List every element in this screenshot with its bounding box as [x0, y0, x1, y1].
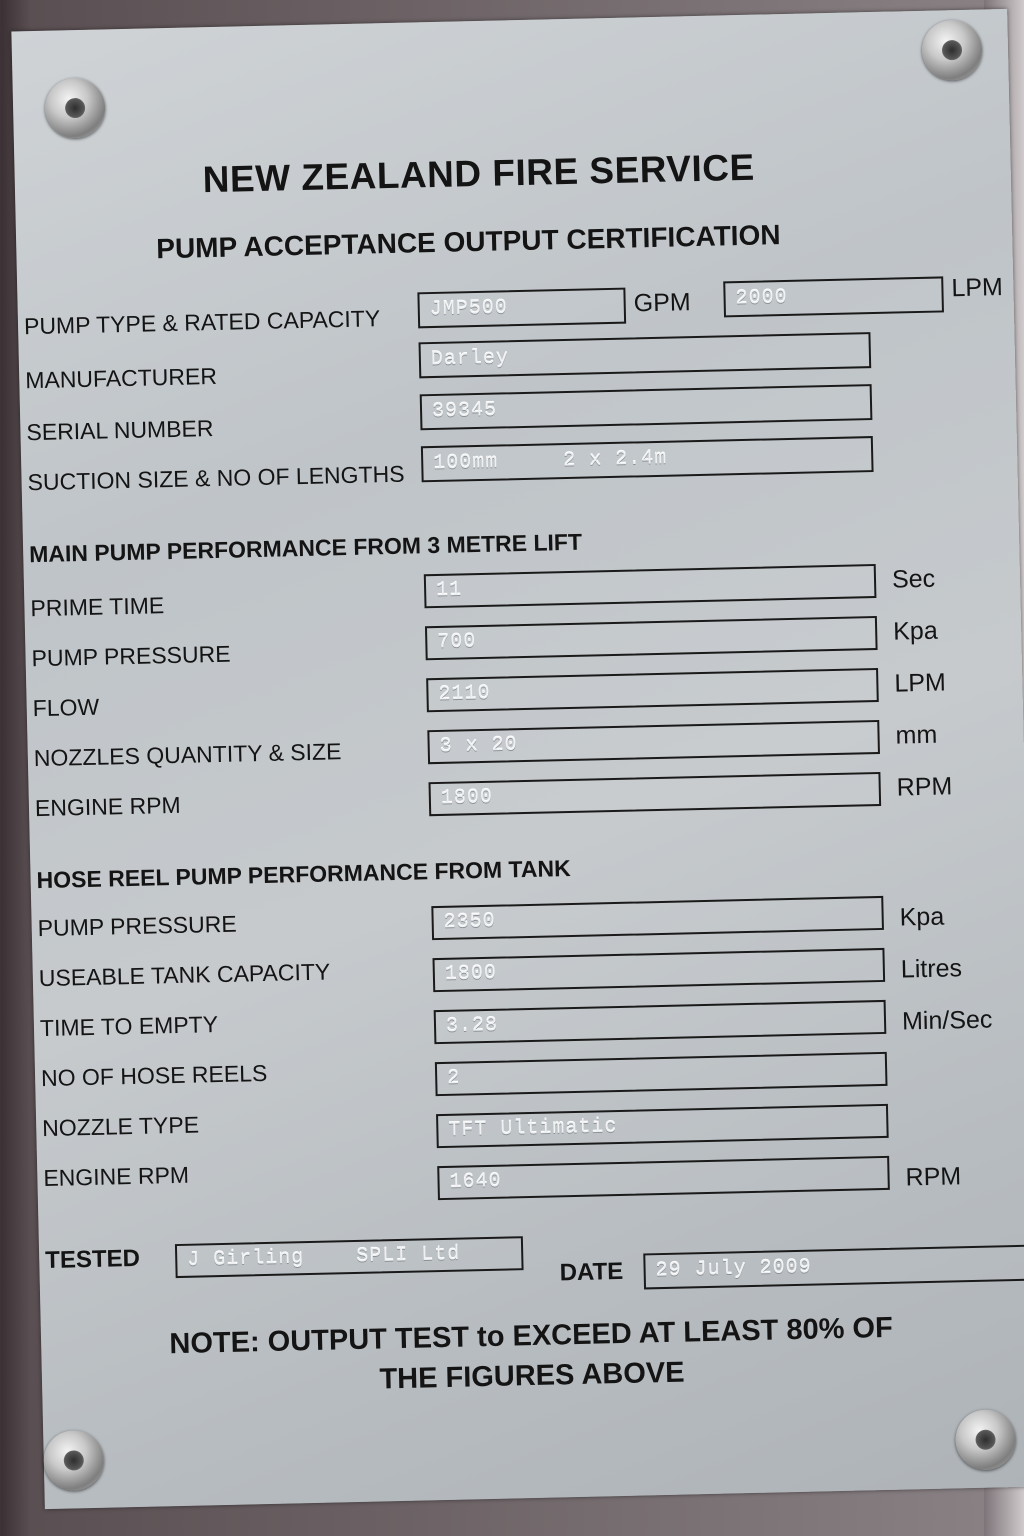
main-row-field [424, 564, 877, 608]
main-row-unit: LPM [894, 668, 947, 698]
main-row-unit: Kpa [892, 616, 938, 646]
serial-number-field [420, 384, 873, 430]
hose-row-unit: Kpa [899, 902, 945, 932]
manufacturer-value: Darley [430, 346, 510, 372]
note-line-1: NOTE: OUTPUT TEST to EXCEED AT LEAST 80% OF [169, 1311, 894, 1361]
screw-bottom-left-icon [43, 1430, 104, 1491]
manufacturer-field [419, 332, 872, 378]
screw-top-left-icon [44, 77, 105, 138]
main-row-field [429, 772, 882, 816]
hose-row-label: PUMP PRESSURE [37, 910, 237, 942]
hose-row-label: NO OF HOSE REELS [40, 1059, 268, 1092]
gpm-unit: GPM [633, 288, 691, 318]
tested-field [175, 1236, 524, 1278]
main-row-value: 11 [435, 578, 463, 603]
hose-row-value: 2350 [443, 910, 496, 935]
hose-row-label: TIME TO EMPTY [39, 1011, 219, 1042]
hose-row-label: USEABLE TANK CAPACITY [38, 958, 331, 992]
main-row-unit: mm [895, 720, 938, 750]
hose-row-label: NOZZLE TYPE [41, 1111, 200, 1142]
hose-row-value: 2 [446, 1067, 461, 1091]
suction-label: SUCTION SIZE & NO OF LENGTHS [27, 460, 405, 496]
main-row-field [427, 720, 880, 764]
main-row-label: PUMP PRESSURE [31, 640, 231, 672]
serial-number-value: 39345 [431, 399, 498, 424]
main-row-label: PRIME TIME [30, 592, 165, 622]
hose-row-field [431, 896, 884, 940]
certification-plate [11, 9, 1024, 1509]
suction-value: 100mm 2 x 2.4m [433, 447, 668, 476]
main-row-label: ENGINE RPM [34, 791, 181, 822]
hose-row-field [437, 1156, 890, 1200]
hose-row-field [432, 948, 885, 992]
main-row-label: FLOW [32, 693, 100, 722]
pump-type-value: JMP500 [429, 296, 509, 322]
plate-subtitle: PUMP ACCEPTANCE OUTPUT CERTIFICATION [155, 219, 781, 265]
main-row-value: 3 x 20 [439, 733, 518, 759]
main-pump-heading: MAIN PUMP PERFORMANCE FROM 3 METRE LIFT [28, 528, 583, 568]
lpm-value: 2000 [735, 286, 788, 311]
date-field [643, 1245, 1024, 1290]
main-row-value: 700 [437, 630, 477, 655]
main-row-unit: RPM [896, 772, 953, 802]
screw-bottom-right-icon [955, 1409, 1016, 1470]
main-row-value: 1800 [440, 786, 494, 811]
hose-row-value: 3.28 [445, 1014, 499, 1039]
main-row-label: NOZZLES QUANTITY & SIZE [33, 738, 342, 772]
hose-row-unit: Litres [900, 954, 963, 984]
main-row-unit: Sec [891, 564, 936, 594]
tested-value: J Girling SPLI Ltd [187, 1243, 461, 1273]
pump-type-label: PUMP TYPE & RATED CAPACITY [23, 305, 381, 340]
main-row-value: 2110 [438, 682, 491, 707]
pump-type-field [417, 288, 626, 329]
main-row-field [425, 616, 878, 660]
hose-row-value: TFT Ultimatic [448, 1115, 618, 1143]
lpm-field [723, 276, 944, 317]
lpm-unit: LPM [951, 273, 1004, 303]
screw-top-right-icon [921, 19, 982, 80]
hose-row-unit: RPM [905, 1162, 962, 1192]
suction-field [421, 436, 874, 482]
hose-row-field [435, 1052, 888, 1096]
hose-row-field [436, 1104, 889, 1148]
serial-number-label: SERIAL NUMBER [26, 415, 214, 446]
hose-reel-heading: HOSE REEL PUMP PERFORMANCE FROM TANK [36, 855, 571, 894]
tested-label: TESTED [44, 1244, 141, 1275]
date-label: DATE [559, 1257, 624, 1287]
hose-row-value: 1640 [449, 1170, 502, 1195]
note-line-2: THE FIGURES ABOVE [379, 1356, 685, 1396]
hose-row-label: ENGINE RPM [43, 1161, 190, 1192]
plate-title: NEW ZEALAND FIRE SERVICE [202, 146, 756, 201]
hose-row-unit: Min/Sec [901, 1005, 993, 1036]
date-value: 29 July 2009 [655, 1256, 812, 1283]
main-row-field [426, 668, 879, 712]
hose-row-value: 1800 [444, 962, 498, 987]
manufacturer-label: MANUFACTURER [24, 362, 218, 394]
hose-row-field [434, 1000, 887, 1044]
